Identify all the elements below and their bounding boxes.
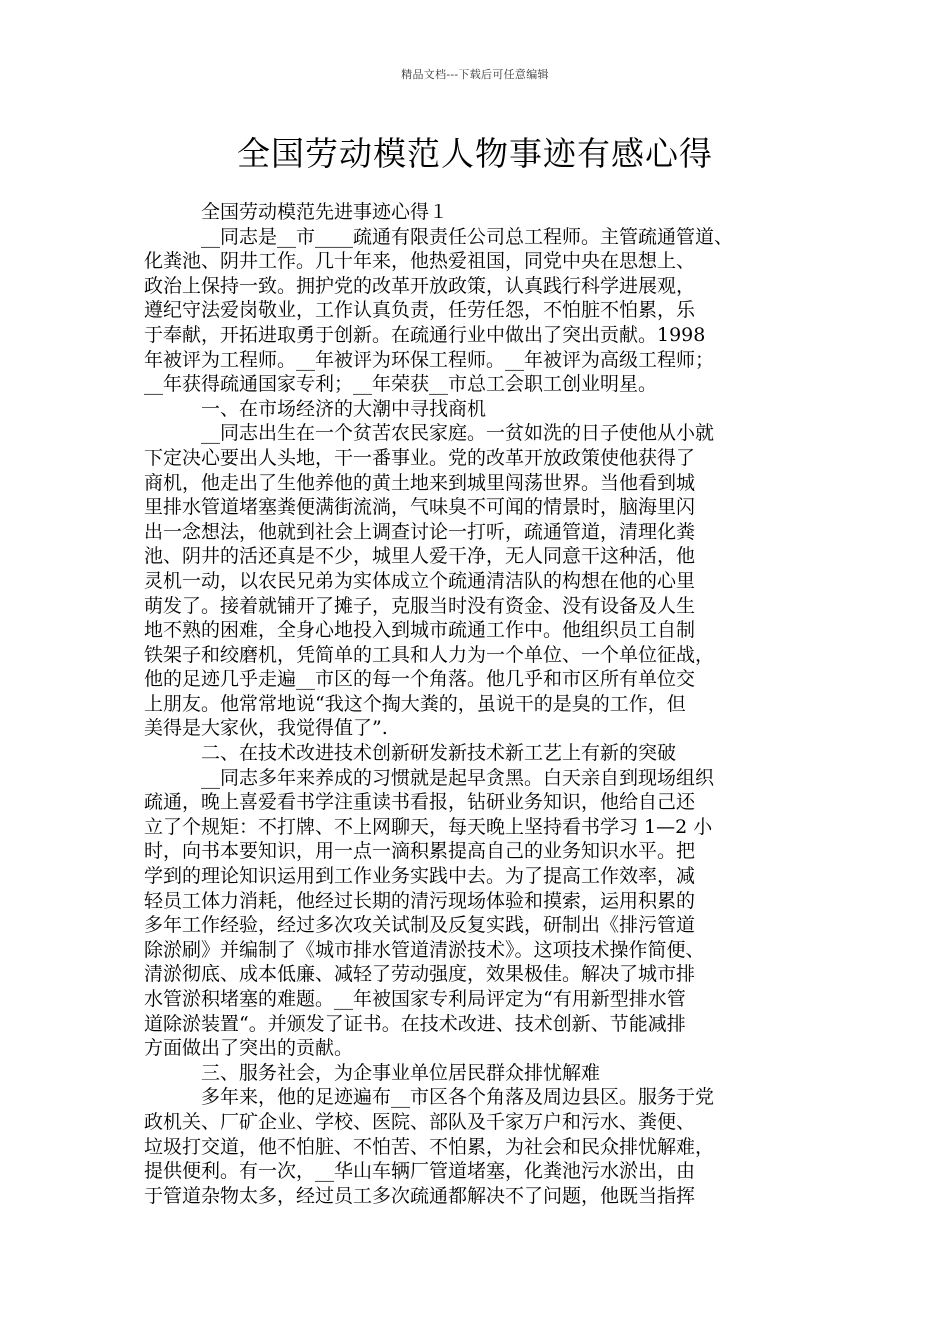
text-line: 方面做出了突出的贡献。 (144, 1037, 354, 1060)
text-line: 疏通，晚上喜爱看书学注重读书看报，钻研业务知识，他给自己还 (144, 791, 696, 814)
text-line: 一、在市场经济的大潮中寻找商机 (201, 397, 487, 420)
text-line: 政机关、厂矿企业、学校、医院、部队及千家万户和污水、粪便、 (144, 1110, 696, 1133)
text-line: 池、阴井的活还真是不少，城里人爱干净，无人同意干这种活，他 (144, 545, 696, 568)
text-line: 多年来，他的足迹遍布__市区各个角落及周边县区。服务于党 (201, 1086, 715, 1109)
text-line: 道除淤装置“。并颁发了证书。在技术改进、技术创新、节能减排 (144, 1012, 686, 1035)
text-line: 清淤彻底、成本低廉、减轻了劳动强度，效果极佳。解决了城市排 (144, 963, 696, 986)
document-body (144, 200, 830, 1208)
text-line: 学到的理论知识运用到工作业务实践中去。为了提高工作效率，减 (144, 865, 696, 888)
text-line: 里排水管道堵塞粪便满街流淌，气味臭不可闻的情景时，脑海里闪 (144, 496, 696, 519)
text-line: __同志多年来养成的习惯就是起早贪黑。白天亲自到现场组织 (201, 766, 715, 789)
text-line: 二、在技术改进技术创新研发新技术新工艺上有新的突破 (201, 742, 677, 765)
text-line: 垃圾打交道，他不怕脏、不怕苦、不怕累，为社会和民众排忧解难， (144, 1135, 715, 1158)
text-line: 政治上保持一致。拥护党的改革开放政策，认真践行科学进展观， (144, 274, 696, 297)
text-line: 地不熟的困难，全身心地投入到城市疏通工作中。他组织员工自制 (144, 619, 696, 642)
text-line: 立了个规矩：不打牌、不上网聊天，每天晚上坚持看书学习 1—2 小 (144, 815, 713, 838)
text-line: 时，向书本要知识，用一点一滴积累提高自己的业务知识水平。把 (144, 840, 696, 863)
text-line: 铁架子和绞磨机，凭简单的工具和人力为一个单位、一个单位征战， (144, 643, 715, 666)
text-line: 化粪池、阴井工作。几十年来，他热爱祖国，同党中央在思想上、 (144, 250, 696, 273)
text-line: 年被评为工程师。__年被评为环保工程师。__年被评为高级工程师； (144, 348, 715, 371)
text-line: 全国劳动模范先进事迹心得１ (201, 201, 449, 223)
text-line: 除淤刷》并编制了《城市排水管道清淤技术》。这项技术操作简便、 (144, 938, 705, 961)
text-line: __同志出生在一个贫苦农民家庭。一贫如洗的日子使他从小就 (201, 422, 715, 445)
text-line: 于管道杂物太多，经过员工多次疏通都解决不了问题，他既当指挥 (144, 1184, 696, 1207)
document-title: 全国劳动模范人物事迹有感心得 (237, 134, 713, 173)
text-line: __年获得疏通国家专利；__年荣获__市总工会职工创业明星。 (144, 373, 658, 396)
text-line: 多年工作经验，经过多次攻关试制及反复实践，研制出《排污管道 (144, 914, 696, 937)
text-line: 提供便利。有一次，__华山车辆厂管道堵塞，化粪池污水淤出，由 (144, 1160, 696, 1183)
text-line: 他的足迹几乎走遍__市区的每一个角落。他几乎和市区所有单位交 (144, 668, 696, 691)
text-line: 萌发了。接着就铺开了摊子，克服当时没有资金、没有设备及人生 (144, 594, 696, 617)
text-line: 美得是大家伙，我觉得值了”. (144, 717, 388, 740)
text-line: 出一念想法，他就到社会上调查讨论一打听，疏通管道，清理化粪 (144, 520, 696, 543)
text-line: 灵机一动，以农民兄弟为实体成立个疏通清洁队的构想在他的心里 (144, 569, 696, 592)
header-note: 精品文档---下载后可任意编辑 (401, 68, 549, 81)
text-line: 水管淤积堵塞的难题。__年被国家专利局评定为“有用新型排水管 (144, 988, 686, 1010)
text-line: 下定决心要出人头地，干一番事业。党的改革开放政策使他获得了 (144, 446, 696, 469)
text-line: 三、服务社会，为企事业单位居民群众排忧解难 (201, 1061, 601, 1084)
text-line: 于奉献，开拓进取勇于创新。在疏通行业中做出了突出贡献。1998 (144, 323, 706, 346)
text-line: __同志是__市____疏通有限责任公司总工程师。主管疏通管道、 (201, 225, 734, 248)
text-line: 商机，他走出了生他养他的黄土地来到城里闯荡世界。当他看到城 (144, 471, 696, 494)
text-line: 上朋友。他常常地说“我这个掏大粪的，虽说干的是臭的工作，但 (144, 692, 686, 715)
text-line: 遵纪守法爱岗敬业，工作认真负责，任劳任怨，不怕脏不怕累，乐 (144, 299, 696, 322)
text-line: 轻员工体力消耗，他经过长期的清污现场体验和摸索，运用积累的 (144, 889, 696, 912)
